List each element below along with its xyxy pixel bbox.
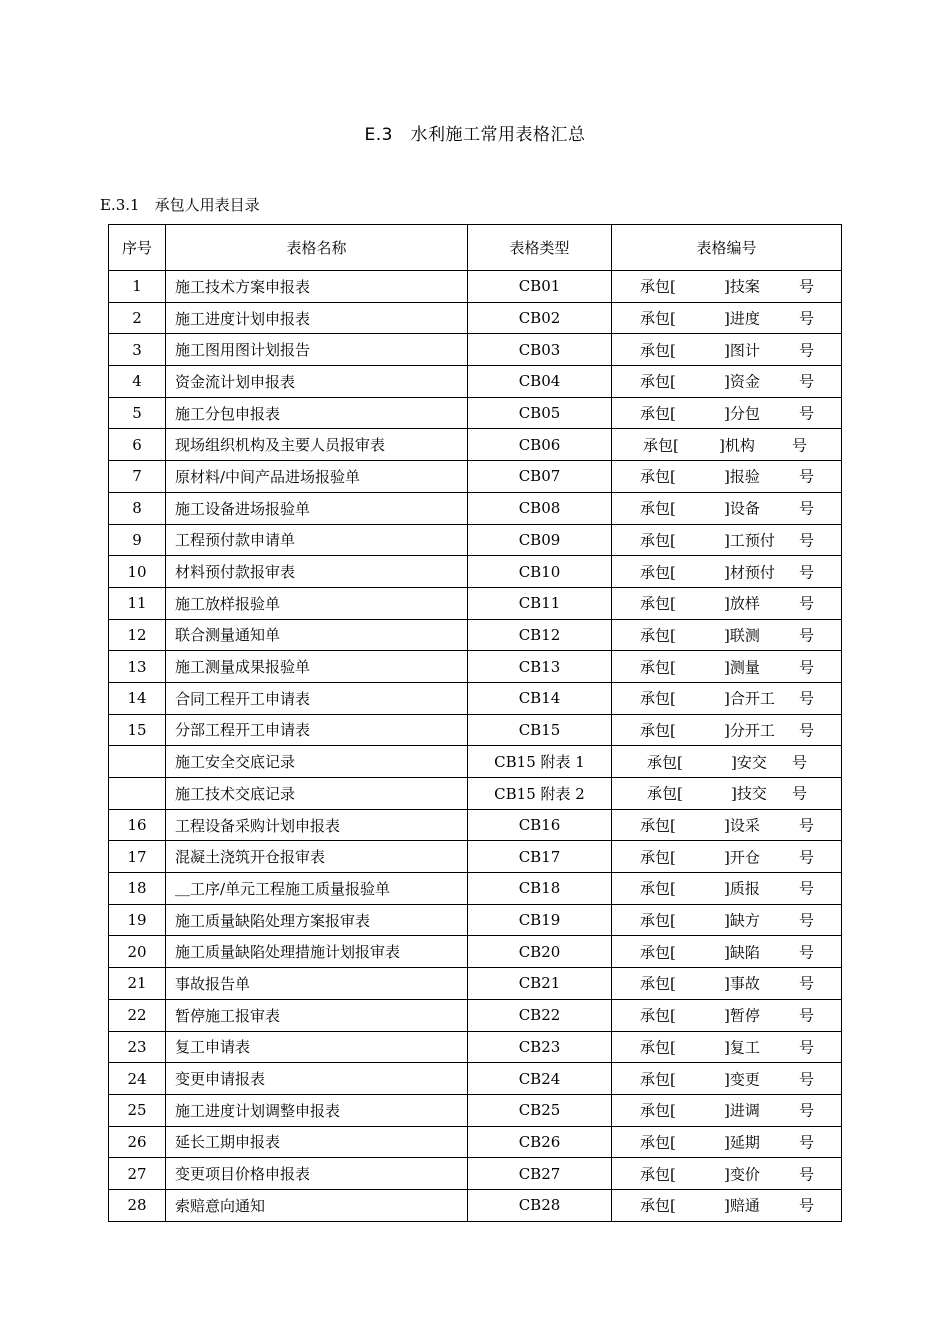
code-suffix: 号 [799,309,815,328]
row-form-type: CB20 [468,936,612,968]
table-row [109,999,842,1031]
code-prefix: 承包[ [640,277,676,296]
row-serial: 9 [109,524,166,556]
row-form-name: 施工测量成果报验单 [166,651,468,683]
row-serial: 23 [109,1031,166,1063]
row-serial: 14 [109,682,166,714]
code-suffix: 号 [799,563,815,582]
row-form-type: CB05 [468,397,612,429]
row-form-name: 施工质量缺陷处理措施计划报审表 [166,936,468,968]
row-form-type: CB24 [468,1063,612,1095]
row-form-name: 暂停施工报审表 [166,999,468,1031]
row-form-type: CB21 [468,968,612,1000]
code-category: ]测量 [724,658,760,677]
table-row [109,873,842,905]
table-row [109,809,842,841]
code-category: ]安交 [731,753,767,772]
code-prefix: 承包[ [640,626,676,645]
row-form-type: CB13 [468,651,612,683]
row-form-name: 施工进度计划申报表 [166,302,468,334]
row-serial: 28 [109,1189,166,1221]
row-form-code [612,271,842,303]
code-prefix: 承包[ [640,1196,676,1215]
row-form-code [612,1158,842,1190]
row-serial: 11 [109,587,166,619]
row-serial: 8 [109,492,166,524]
code-suffix: 号 [799,943,815,962]
row-form-name: 施工安全交底记录 [166,746,468,778]
code-category: ]报验 [724,467,760,486]
row-form-name: 施工设备进场报验单 [166,492,468,524]
header-serial: 序号 [109,225,166,271]
code-category: ]资金 [724,372,760,391]
table-row [109,714,842,746]
row-form-code [612,682,842,714]
row-form-name: 资金流计划申报表 [166,366,468,398]
row-serial: 5 [109,397,166,429]
code-suffix: 号 [799,1070,815,1089]
code-suffix: 号 [799,911,815,930]
code-category: ]放样 [724,594,760,613]
row-form-name: 材料预付款报审表 [166,556,468,588]
code-prefix: 承包[ [640,816,676,835]
row-form-code [612,968,842,1000]
row-serial: 12 [109,619,166,651]
code-prefix: 承包[ [640,372,676,391]
row-serial: 18 [109,873,166,905]
row-serial: 25 [109,1094,166,1126]
code-category: ]图计 [724,341,760,360]
row-form-code [612,778,842,810]
code-suffix: 号 [799,1165,815,1184]
row-form-type: CB11 [468,587,612,619]
row-form-type: CB12 [468,619,612,651]
row-form-name: 索赔意向通知 [166,1189,468,1221]
row-form-code [612,873,842,905]
row-form-type: CB07 [468,461,612,493]
code-category: ]开仓 [724,848,760,867]
code-suffix: 号 [799,1101,815,1120]
table-body [109,271,842,1222]
code-suffix: 号 [799,404,815,423]
row-form-code [612,461,842,493]
row-form-name: 施工技术交底记录 [166,778,468,810]
row-serial: 16 [109,809,166,841]
row-serial: 21 [109,968,166,1000]
code-suffix: 号 [799,689,815,708]
row-form-name: 工程设备采购计划申报表 [166,809,468,841]
row-form-type: CB15 附表 1 [468,746,612,778]
table-row [109,1189,842,1221]
row-serial: 24 [109,1063,166,1095]
row-serial: 27 [109,1158,166,1190]
code-category: ]技交 [731,784,767,803]
table-row [109,397,842,429]
code-prefix: 承包[ [640,594,676,613]
row-form-code [612,1126,842,1158]
row-form-name: 事故报告单 [166,968,468,1000]
row-form-code [612,302,842,334]
table-row [109,587,842,619]
code-suffix: 号 [799,531,815,550]
code-category: ]变更 [724,1070,760,1089]
row-form-name: 施工进度计划调整申报表 [166,1094,468,1126]
table-row [109,651,842,683]
table-row [109,1063,842,1095]
row-form-code [612,334,842,366]
row-form-code [612,397,842,429]
header-form-code: 表格编号 [612,225,842,271]
code-category: ]分开工 [724,721,775,740]
table-row [109,904,842,936]
row-serial: 26 [109,1126,166,1158]
code-prefix: 承包[ [640,974,676,993]
code-category: ]机构 [719,436,755,455]
row-form-type: CB02 [468,302,612,334]
row-form-type: CB15 附表 2 [468,778,612,810]
row-form-type: CB17 [468,841,612,873]
row-form-name: 复工申请表 [166,1031,468,1063]
row-serial: 1 [109,271,166,303]
code-category: ]复工 [724,1038,760,1057]
table-row [109,524,842,556]
code-prefix: 承包[ [640,689,676,708]
code-category: ]联测 [724,626,760,645]
row-form-type: CB10 [468,556,612,588]
code-prefix: 承包[ [640,563,676,582]
row-form-type: CB22 [468,999,612,1031]
row-form-code [612,651,842,683]
row-form-code [612,556,842,588]
code-suffix: 号 [792,784,808,803]
code-prefix: 承包[ [647,784,683,803]
code-category: ]设采 [724,816,760,835]
table-row [109,461,842,493]
row-serial: 7 [109,461,166,493]
section-subtitle: E.3.1 承包人用表目录 [100,196,260,214]
row-serial: 2 [109,302,166,334]
code-suffix: 号 [792,753,808,772]
row-form-type: CB09 [468,524,612,556]
row-form-name: 施工分包申报表 [166,397,468,429]
row-form-code [612,492,842,524]
row-form-type: CB14 [468,682,612,714]
code-category: ]质报 [724,879,760,898]
code-suffix: 号 [799,879,815,898]
row-form-code [612,714,842,746]
code-suffix: 号 [799,626,815,645]
row-form-type: CB26 [468,1126,612,1158]
row-form-name: 合同工程开工申请表 [166,682,468,714]
code-prefix: 承包[ [640,531,676,550]
code-suffix: 号 [799,848,815,867]
code-category: ]合开工 [724,689,775,708]
row-form-code [612,429,842,461]
code-category: ]暂停 [724,1006,760,1025]
code-category: ]分包 [724,404,760,423]
code-prefix: 承包[ [640,499,676,518]
code-category: ]材预付 [724,563,775,582]
row-serial: 10 [109,556,166,588]
row-form-code [612,524,842,556]
row-form-type: CB08 [468,492,612,524]
row-form-code [612,1094,842,1126]
code-suffix: 号 [799,721,815,740]
code-category: ]变价 [724,1165,760,1184]
table-row [109,556,842,588]
code-suffix: 号 [799,594,815,613]
code-prefix: 承包[ [640,911,676,930]
code-suffix: 号 [799,372,815,391]
code-suffix: 号 [799,341,815,360]
table-row [109,1094,842,1126]
row-form-name: 延长工期申报表 [166,1126,468,1158]
row-form-code [612,904,842,936]
row-form-code [612,1031,842,1063]
table-row [109,746,842,778]
code-suffix: 号 [792,436,808,455]
row-serial: 13 [109,651,166,683]
header-form-name: 表格名称 [166,225,468,271]
table-row [109,492,842,524]
row-form-name: 施工质量缺陷处理方案报审表 [166,904,468,936]
row-form-code [612,587,842,619]
table-row [109,778,842,810]
table-row [109,334,842,366]
table-row [109,968,842,1000]
code-suffix: 号 [799,1133,815,1152]
table-row [109,936,842,968]
row-form-name: 原材料/中间产品进场报验单 [166,461,468,493]
table-row [109,366,842,398]
code-prefix: 承包[ [643,436,679,455]
row-form-type: CB18 [468,873,612,905]
row-form-code [612,619,842,651]
code-prefix: 承包[ [640,467,676,486]
row-form-code [612,936,842,968]
table-row [109,619,842,651]
row-serial: 6 [109,429,166,461]
table-row [109,1158,842,1190]
row-serial: 3 [109,334,166,366]
row-form-name: 施工放样报验单 [166,587,468,619]
row-form-code [612,1063,842,1095]
code-category: ]工预付 [724,531,775,550]
row-form-name: 变更项目价格申报表 [166,1158,468,1190]
table-row [109,682,842,714]
code-prefix: 承包[ [640,1133,676,1152]
table-row [109,1031,842,1063]
row-form-type: CB23 [468,1031,612,1063]
code-category: ]延期 [724,1133,760,1152]
code-category: ]设备 [724,499,760,518]
table-row [109,841,842,873]
row-form-type: CB19 [468,904,612,936]
code-suffix: 号 [799,1038,815,1057]
row-form-name: 分部工程开工申请表 [166,714,468,746]
row-form-name: 变更申请报表 [166,1063,468,1095]
code-category: ]进度 [724,309,760,328]
code-prefix: 承包[ [640,848,676,867]
row-form-type: CB28 [468,1189,612,1221]
row-form-name: 工程预付款申请单 [166,524,468,556]
header-form-type: 表格类型 [468,225,612,271]
code-suffix: 号 [799,1006,815,1025]
code-prefix: 承包[ [640,309,676,328]
row-form-type: CB15 [468,714,612,746]
row-form-type: CB04 [468,366,612,398]
code-prefix: 承包[ [640,1101,676,1120]
code-prefix: 承包[ [640,1006,676,1025]
code-prefix: 承包[ [640,1165,676,1184]
row-form-code [612,746,842,778]
code-prefix: 承包[ [640,1070,676,1089]
table-row [109,1126,842,1158]
row-serial [109,746,166,778]
row-form-code [612,366,842,398]
row-form-name: 施工技术方案申报表 [166,271,468,303]
code-suffix: 号 [799,816,815,835]
row-serial: 19 [109,904,166,936]
row-form-type: CB27 [468,1158,612,1190]
table-header [109,225,842,271]
code-suffix: 号 [799,658,815,677]
row-serial: 15 [109,714,166,746]
code-prefix: 承包[ [640,658,676,677]
code-category: ]进调 [724,1101,760,1120]
code-prefix: 承包[ [640,879,676,898]
row-form-code [612,999,842,1031]
row-form-type: CB25 [468,1094,612,1126]
row-form-type: CB16 [468,809,612,841]
code-prefix: 承包[ [640,341,676,360]
row-serial: 22 [109,999,166,1031]
row-form-name: 现场组织机构及主要人员报审表 [166,429,468,461]
code-category: ]技案 [724,277,760,296]
code-suffix: 号 [799,277,815,296]
code-suffix: 号 [799,1196,815,1215]
code-prefix: 承包[ [640,1038,676,1057]
row-form-name: 施工图用图计划报告 [166,334,468,366]
code-category: ]赔通 [724,1196,760,1215]
row-form-name: ＿工序/单元工程施工质量报验单 [166,873,468,905]
row-form-code [612,809,842,841]
row-form-name: 混凝土浇筑开仓报审表 [166,841,468,873]
table-row [109,271,842,303]
code-suffix: 号 [799,467,815,486]
code-prefix: 承包[ [647,753,683,772]
row-form-type: CB01 [468,271,612,303]
row-serial: 4 [109,366,166,398]
code-category: ]缺陷 [724,943,760,962]
row-serial [109,778,166,810]
form-catalog-table [108,224,842,1222]
table-row [109,429,842,461]
code-category: ]缺方 [724,911,760,930]
row-form-code [612,1189,842,1221]
code-prefix: 承包[ [640,721,676,740]
row-form-type: CB03 [468,334,612,366]
code-prefix: 承包[ [640,943,676,962]
code-suffix: 号 [799,499,815,518]
row-form-name: 联合测量通知单 [166,619,468,651]
row-form-type: CB06 [468,429,612,461]
code-suffix: 号 [799,974,815,993]
code-prefix: 承包[ [640,404,676,423]
row-serial: 20 [109,936,166,968]
page-title: E.3 水利施工常用表格汇总 [364,125,586,145]
code-category: ]事故 [724,974,760,993]
row-form-code [612,841,842,873]
table-row [109,302,842,334]
row-serial: 17 [109,841,166,873]
